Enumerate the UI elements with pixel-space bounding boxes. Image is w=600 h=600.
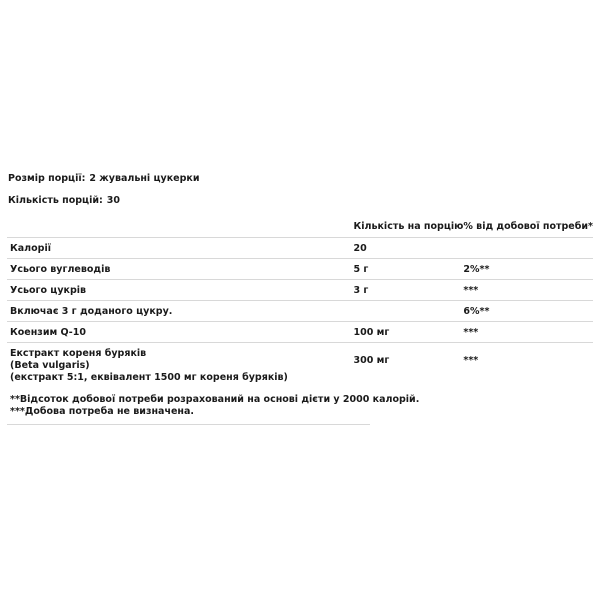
row-daily-value: *** [463,321,593,342]
row-name: Калорії [7,237,354,258]
table-row [7,237,593,258]
header-name [7,215,354,237]
serving-size [8,173,200,184]
row-daily-value: 2%** [463,258,593,279]
row-name: Коензим Q-10 [7,321,354,342]
row-name: Усього вуглеводів [7,258,354,279]
footnotes [7,391,420,425]
row-name-line: Екстракт кореня буряків [10,347,147,359]
table-row [7,300,593,321]
footnote: **Відсоток добової потреби розрахований на основі дієти у 2000 калорій. [10,394,420,405]
row-amount: 5 г [354,258,464,279]
table-row [7,258,593,279]
row-daily-value: *** [463,279,593,300]
table-row [7,279,593,300]
row-daily-value [463,237,593,258]
servings-per-container [8,195,120,206]
header-amount: Кількість на порцію [354,215,464,237]
row-name: Включає 3 г доданого цукру. [7,300,354,321]
servings-per-container-label: Кількість порцій: [8,195,103,206]
row-amount: 100 мг [354,321,464,342]
row-amount: 3 г [354,279,464,300]
servings-per-container-value: 30 [106,195,121,206]
footnote: ***Добова потреба не визначена. [10,406,194,417]
row-name [7,342,354,386]
row-name: Усього цукрів [7,279,354,300]
supplement-facts-table [7,215,593,386]
row-daily-value: 6%** [463,300,593,321]
serving-size-value: 2 жувальні цукерки [89,173,200,184]
table-row [7,342,593,386]
serving-size-label: Розмір порції: [8,173,86,184]
row-amount: 300 мг [353,354,390,366]
row-name-line: (Beta vulgaris) [10,359,90,371]
row-amount: 20 [354,237,464,258]
row-daily-value: *** [463,354,479,366]
row-amount [354,300,464,321]
row-name-line: (екстракт 5:1, еквівалент 1500 мг кореня буряків) [10,371,288,383]
table-header-row [7,215,593,237]
header-daily-value: % від добової потреби* [463,215,593,237]
table-row [7,321,593,342]
